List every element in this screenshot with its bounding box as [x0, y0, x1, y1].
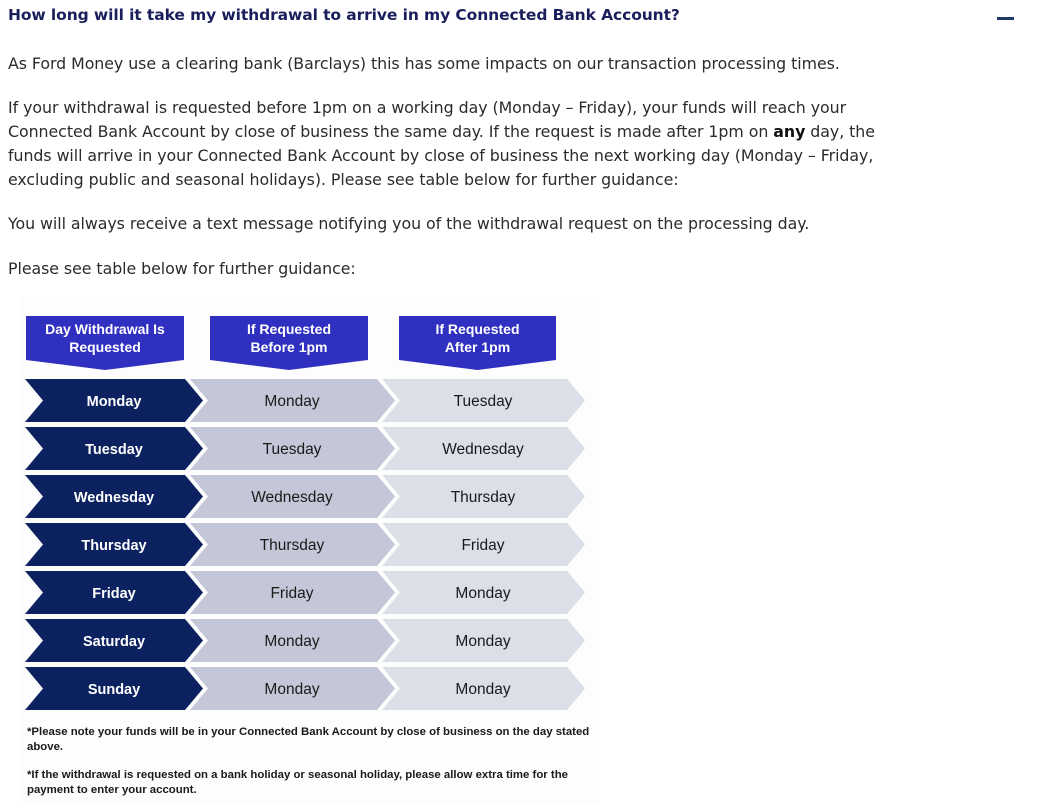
cell-day: Monday: [86, 394, 142, 410]
cell-before: Monday: [264, 393, 320, 410]
cell-after: Wednesday: [442, 441, 524, 458]
column-header-line2: Requested: [69, 339, 141, 355]
paragraph-clearing-bank: As Ford Money use a clearing bank (Barclays) this has some impacts on our transaction processing times.: [8, 54, 840, 73]
cell-after: Friday: [461, 537, 505, 554]
cell-after: Monday: [455, 585, 511, 602]
cell-before: Monday: [264, 633, 320, 650]
cell-day: Friday: [92, 586, 136, 602]
cell-before: Tuesday: [262, 441, 322, 458]
cell-day: Wednesday: [73, 490, 155, 506]
emphasis-any: any: [773, 122, 806, 141]
paragraph-text-message: You will always receive a text message notifying you of the withdrawal request on the processing day.: [8, 214, 810, 233]
minus-icon[interactable]: [997, 17, 1014, 20]
table-note-close-of-business: *Please note your funds will be in your Connected Bank Account by close of business on the day stated above.: [27, 726, 590, 753]
paragraph-processing-times: [8, 96, 918, 192]
paragraph-text: day, the funds will arrive in your Connected Bank Account by close of business the next working day (Monday – Friday, excluding public and seasonal holidays). Please see table below for further guidance:: [8, 122, 875, 189]
cell-day: Sunday: [87, 682, 141, 698]
cell-day: Tuesday: [85, 442, 143, 458]
column-header-line2: Before 1pm: [250, 339, 328, 355]
column-header-line1: If Requested: [435, 321, 520, 337]
paragraph-text: If your withdrawal is requested before 1pm on a working day (Monday – Friday), your funds will reach your Connected Bank Account by close of business the same day. If the request is made after 1pm on: [8, 98, 847, 141]
column-header-line2: After 1pm: [444, 339, 511, 355]
cell-before: Wednesday: [251, 489, 333, 506]
column-header-line1: Day Withdrawal Is: [45, 321, 165, 337]
cell-after: Monday: [455, 681, 511, 698]
cell-after: Tuesday: [453, 393, 513, 410]
cell-before: Monday: [264, 681, 320, 698]
faq-question-title[interactable]: How long will it take my withdrawal to arrive in my Connected Bank Account?: [8, 6, 680, 24]
cell-after: Thursday: [450, 489, 516, 506]
paragraph-see-table: Please see table below for further guidance:: [8, 259, 356, 278]
cell-day: Saturday: [82, 634, 146, 650]
cell-after: Monday: [455, 633, 511, 650]
cell-before: Friday: [270, 585, 314, 602]
column-header-line1: If Requested: [246, 321, 332, 337]
cell-before: Thursday: [259, 537, 325, 554]
table-note-holiday: *If the withdrawal is requested on a bank holiday or seasonal holiday, please allow extra time for the payment to enter your account.: [27, 769, 568, 796]
cell-day: Thursday: [81, 538, 147, 554]
